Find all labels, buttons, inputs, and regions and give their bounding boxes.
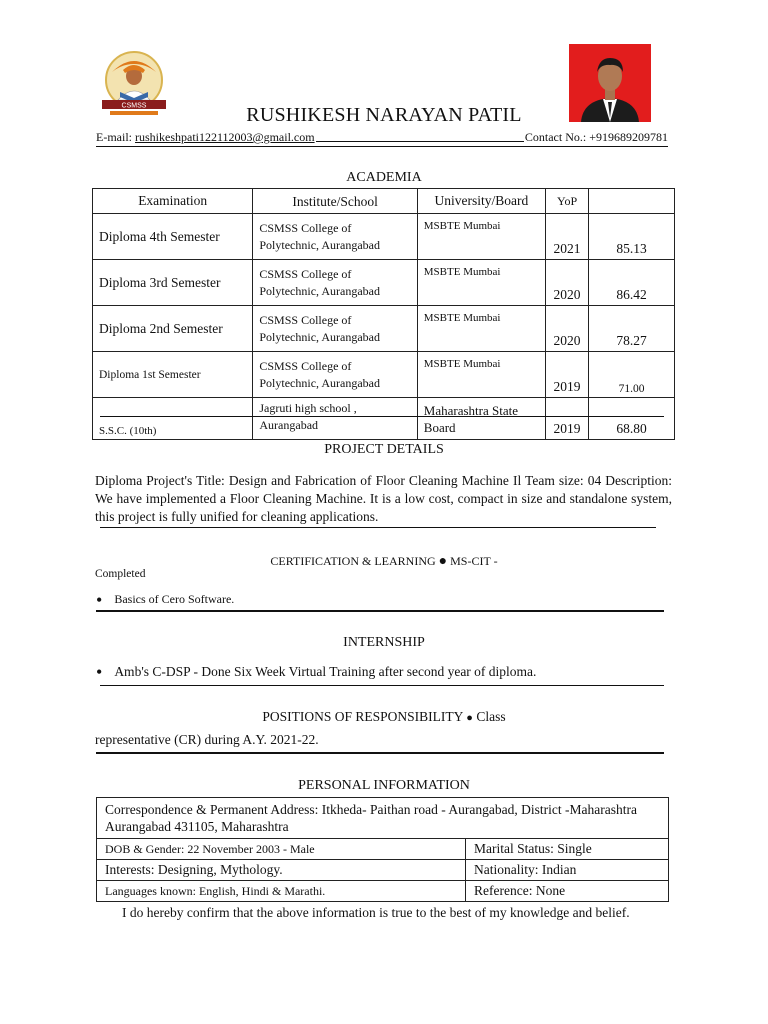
marital-cell: Marital Status: Single — [466, 839, 669, 860]
yop-cell: 2019 — [545, 398, 588, 440]
board-cell: MSBTE Mumbai — [417, 260, 545, 306]
institute-cell: CSMSS College of Polytechnic, Aurangabad — [253, 352, 417, 398]
internship-title: INTERNSHIP — [343, 635, 425, 650]
table-row — [97, 798, 669, 839]
exam-cell: Diploma 3rd Semester — [93, 260, 253, 306]
board-cell: MSBTE Mumbai — [417, 214, 545, 260]
list-item — [96, 664, 536, 680]
certification-continuation: Completed — [95, 568, 146, 580]
positions-divider — [96, 752, 664, 754]
yop-cell: 2020 — [545, 306, 588, 352]
bullet-icon: ● — [438, 554, 448, 569]
project-description: Diploma Project's Title: Design and Fabrication of Floor Cleaning Machine Il Team size: 04 Description: We have implemented a Floor Cleaning Machine. It is a low cost, compact in size and standalone system, this project is fully unified for cleaning applications. — [95, 473, 672, 524]
table-row — [97, 860, 669, 881]
table-row — [93, 352, 675, 398]
column-header: Institute/School — [253, 189, 417, 214]
score-cell: 71.00 — [589, 352, 675, 398]
candidate-name: RUSHIKESH NARAYAN PATIL — [246, 104, 522, 126]
header-divider — [96, 146, 668, 147]
project-title: PROJECT DETAILS — [324, 442, 444, 457]
project-divider — [100, 527, 656, 528]
bullet-icon: • — [96, 589, 103, 610]
bullet-icon: ● — [466, 712, 473, 724]
score-cell: 86.42 — [589, 260, 675, 306]
academia-title: ACADEMIA — [346, 170, 422, 185]
yop-cell: 2020 — [545, 260, 588, 306]
score-cell: 85.13 — [589, 214, 675, 260]
exam-cell: Diploma 2nd Semester — [93, 306, 253, 352]
score-cell: 78.27 — [589, 306, 675, 352]
personal-title: PERSONAL INFORMATION — [298, 778, 470, 793]
positions-heading — [0, 709, 768, 725]
exam-cell: Diploma 4th Semester — [93, 214, 253, 260]
list-item-text: Amb's C-DSP - Done Six Week Virtual Training after second year of diploma. — [114, 664, 537, 679]
internship-divider — [100, 685, 664, 686]
positions-continuation: representative (CR) during A.Y. 2021-22. — [95, 732, 319, 747]
institute-cell: Jagruti high school , Aurangabad — [253, 398, 417, 440]
yop-cell: 2019 — [545, 352, 588, 398]
declaration-text: I do hereby confirm that the above information is true to the best of my knowledge and belief. — [122, 905, 630, 920]
exam-cell: Diploma 1st Semester — [93, 352, 253, 398]
exam-cell: S.S.C. (10th) — [93, 398, 253, 440]
reference-cell: Reference: None — [466, 881, 669, 902]
interests-cell: Interests: Designing, Mythology. — [97, 860, 466, 881]
nationality-cell: Nationality: Indian — [466, 860, 669, 881]
svg-text:CSMSS: CSMSS — [121, 102, 147, 110]
institute-cell: CSMSS College of Polytechnic, Aurangabad — [253, 260, 417, 306]
table-row — [93, 398, 675, 440]
certification-title: CERTIFICATION & LEARNING — [270, 554, 436, 568]
table-row — [93, 306, 675, 352]
table-row — [97, 839, 669, 860]
table-row — [97, 881, 669, 902]
bullet-icon: • — [96, 662, 103, 682]
contact-row — [96, 130, 668, 145]
table-row — [93, 214, 675, 260]
dob-cell: DOB & Gender: 22 November 2003 - Male — [97, 839, 466, 860]
table-header-row — [93, 189, 675, 214]
score-cell: 68.80 — [589, 398, 675, 440]
list-item — [96, 589, 235, 610]
board-cell: Maharashtra State Board — [417, 398, 545, 440]
certification-item: MS-CIT - — [450, 554, 498, 568]
contact-value: +919689209781 — [589, 130, 668, 144]
list-item-text: Basics of Cero Software. — [114, 592, 235, 606]
email-value[interactable]: rushikeshpati122112003@gmail.com — [135, 130, 315, 144]
yop-cell: 2021 — [545, 214, 588, 260]
column-header: YoP — [545, 189, 588, 214]
institute-cell: CSMSS College of Polytechnic, Aurangabad — [253, 306, 417, 352]
column-header: Examination — [93, 189, 253, 214]
personal-table — [96, 797, 669, 902]
underline-filler — [316, 130, 524, 142]
positions-title: POSITIONS OF RESPONSIBILITY — [262, 709, 463, 724]
board-cell: MSBTE Mumbai — [417, 306, 545, 352]
column-header: University/Board — [417, 189, 545, 214]
institute-cell: CSMSS College of Polytechnic, Aurangabad — [253, 214, 417, 260]
column-header — [589, 189, 675, 214]
academia-divider — [100, 416, 664, 417]
academia-table — [92, 188, 675, 440]
address-cell: Correspondence & Permanent Address: Itkheda- Paithan road - Aurangabad, District -Maharashtra Aurangabad 431105, Maharashtra — [97, 798, 669, 839]
board-cell: MSBTE Mumbai — [417, 352, 545, 398]
table-row — [93, 260, 675, 306]
contact-label: Contact No.: — [524, 130, 587, 144]
languages-cell: Languages known: English, Hindi & Marathi. — [97, 881, 466, 902]
positions-item: Class — [476, 709, 506, 724]
email-label: E-mail: — [96, 130, 132, 144]
certification-divider — [96, 610, 664, 612]
